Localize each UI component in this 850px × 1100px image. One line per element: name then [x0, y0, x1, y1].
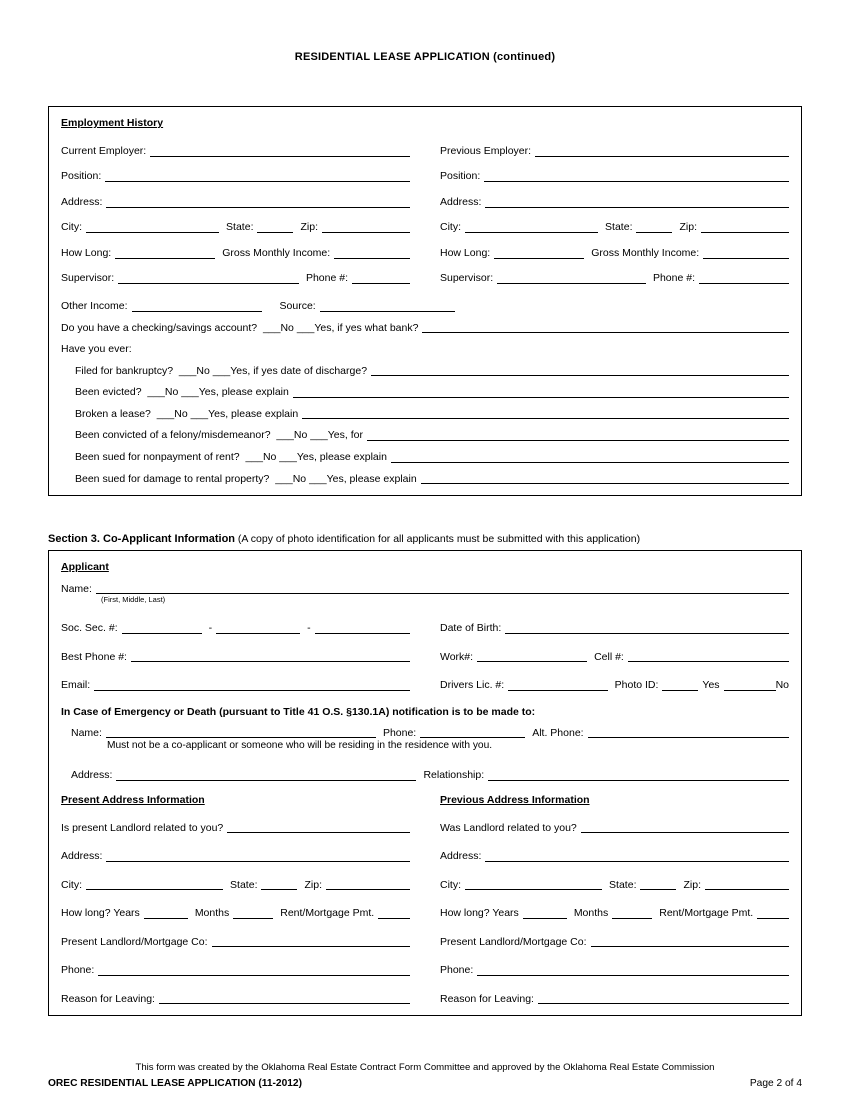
- ssn-line-2[interactable]: [216, 633, 300, 634]
- emergency-alt-phone-line[interactable]: [588, 737, 789, 738]
- photo-id-line[interactable]: [662, 690, 698, 691]
- emergency-heading: In Case of Emergency or Death (pursuant to Title 41 O.S. §130.1A) notification is to be made to:: [61, 705, 536, 718]
- how-long-row: [61, 891, 789, 920]
- current-zip-line[interactable]: [322, 232, 410, 233]
- previous-landlord-related-field: [440, 806, 789, 835]
- previous-address-label2: Address:: [440, 850, 482, 863]
- previous-phone-line[interactable]: [699, 283, 789, 284]
- work-phone-label: Work#:: [440, 650, 474, 663]
- footer-form-id: OREC RESIDENTIAL LEASE APPLICATION (11-2012): [48, 1078, 302, 1090]
- previous-reason-label: Reason for Leaving:: [440, 992, 534, 1005]
- section3-title-bold: Section 3. Co-Applicant Information: [48, 533, 236, 546]
- previous-address-heading: Previous Address Information: [440, 793, 590, 806]
- emergency-phone-label: Phone:: [382, 726, 417, 739]
- previous-address-field: [440, 834, 789, 863]
- previous-state-label: State:: [605, 221, 633, 234]
- drivers-license-label: Drivers Lic. #:: [440, 679, 505, 692]
- previous-landlord-co-line[interactable]: [591, 946, 789, 947]
- present-city-label: City:: [61, 878, 82, 891]
- present-address-heading: Present Address Information: [61, 793, 205, 806]
- previous-rent-line[interactable]: [757, 918, 789, 919]
- applicant-name-line[interactable]: [96, 593, 789, 594]
- present-phone-field: [61, 948, 410, 977]
- question-damage: [61, 464, 789, 486]
- current-zip-label: Zip:: [300, 221, 318, 234]
- present-landlord-co-label: Present Landlord/Mortgage Co:: [61, 935, 208, 948]
- footer-note: This form was created by the Oklahoma Real Estate Contract Form Committee and approved by the Oklahoma Real Estate Commission: [135, 1062, 715, 1074]
- previous-reason-field: [440, 977, 789, 1006]
- present-state-label: State:: [230, 878, 258, 891]
- present-landlord-related-label: Is present Landlord related to you?: [61, 821, 224, 834]
- drivers-photoid-field: [440, 663, 789, 692]
- best-phone-line[interactable]: [131, 661, 410, 662]
- section3-title: [48, 533, 802, 545]
- present-address-label: Address:: [61, 850, 103, 863]
- previous-landlord-related-line[interactable]: [581, 832, 789, 833]
- coapplicant-box: [48, 550, 802, 1016]
- previous-employer-column: [440, 132, 789, 285]
- current-phone-label: Phone #:: [305, 272, 348, 285]
- ssn-dash-1: -: [208, 622, 213, 635]
- present-landlord-related-line[interactable]: [227, 832, 410, 833]
- question-evicted-label: Been evicted? ___No ___Yes, please explain: [75, 386, 289, 399]
- emergency-alt-phone-label: Alt. Phone:: [532, 726, 584, 739]
- present-phone-line[interactable]: [98, 975, 410, 976]
- previous-address-field: [440, 183, 789, 209]
- cell-phone-line[interactable]: [628, 661, 789, 662]
- applicant-name-field: [61, 576, 789, 595]
- dob-field: [440, 606, 789, 635]
- previous-gross-income-line[interactable]: [703, 258, 789, 259]
- previous-years-line[interactable]: [523, 918, 567, 919]
- current-employer-column: [61, 132, 410, 285]
- previous-city-label2: City:: [440, 878, 461, 891]
- question-damage-label: Been sued for damage to rental property? ___No ___Yes, please explain: [75, 472, 417, 485]
- employment-history-heading: Employment History: [61, 117, 164, 129]
- present-zip-line[interactable]: [326, 889, 410, 890]
- previous-rent-label: Rent/Mortgage Pmt.: [659, 907, 754, 920]
- previous-howlong-line[interactable]: [494, 258, 584, 259]
- current-address-label: Address:: [61, 195, 103, 208]
- previous-city-field: [440, 863, 789, 892]
- previous-position-label: Position:: [440, 170, 481, 183]
- emergency-name-label: Name:: [71, 726, 102, 739]
- present-years-line[interactable]: [144, 918, 188, 919]
- previous-howlong-field: [440, 891, 789, 920]
- emergency-name-field: [61, 718, 789, 740]
- previous-landlord-co-label: Present Landlord/Mortgage Co:: [440, 935, 587, 948]
- previous-state-line[interactable]: [636, 232, 672, 233]
- previous-howlong-income-field: [440, 234, 789, 260]
- current-address-field: [61, 183, 410, 209]
- name-hint: (First, Middle, Last): [101, 595, 166, 605]
- ssn-line-3[interactable]: [315, 633, 410, 634]
- previous-zip-label2: Zip:: [683, 878, 701, 891]
- applicant-heading: Applicant: [61, 561, 109, 574]
- ssn-field: [61, 606, 410, 635]
- present-city-line[interactable]: [86, 889, 223, 890]
- previous-howlong-label: How Long:: [440, 246, 491, 259]
- previous-state-line2[interactable]: [640, 889, 676, 890]
- previous-city-line[interactable]: [465, 232, 598, 233]
- applicant-name-label: Name:: [61, 582, 92, 595]
- question-felony-line[interactable]: [367, 440, 789, 441]
- other-income-field: [61, 287, 789, 313]
- current-position-line[interactable]: [105, 181, 410, 182]
- previous-months-line[interactable]: [612, 918, 652, 919]
- source-label: Source:: [279, 299, 316, 312]
- previous-city-line2[interactable]: [465, 889, 602, 890]
- present-rent-label: Rent/Mortgage Pmt.: [280, 907, 375, 920]
- present-address-field: [61, 834, 410, 863]
- question-bankruptcy: [61, 356, 789, 378]
- previous-gross-income-label: Gross Monthly Income:: [591, 246, 700, 259]
- other-income-label: Other Income:: [61, 299, 128, 312]
- footer-page-number: Page 2 of 4: [749, 1078, 802, 1090]
- relationship-label: Relationship:: [423, 769, 485, 782]
- current-supervisor-field: [61, 260, 410, 286]
- question-felony-label: Been convicted of a felony/misdemeanor? ___No ___Yes, for: [75, 429, 363, 442]
- question-nonpayment: [61, 442, 789, 464]
- drivers-license-line[interactable]: [508, 690, 607, 691]
- have-you-ever-heading: [61, 334, 789, 356]
- checking-account-question: [61, 313, 789, 335]
- other-income-line[interactable]: [132, 311, 262, 312]
- cell-phone-label: Cell #:: [594, 650, 624, 663]
- question-damage-line[interactable]: [421, 483, 789, 484]
- current-howlong-label: How Long:: [61, 246, 112, 259]
- photo-id-no-label[interactable]: No: [775, 679, 789, 692]
- present-months-line[interactable]: [233, 918, 273, 919]
- ssn-line-1[interactable]: [122, 633, 202, 634]
- employment-columns: [61, 132, 789, 285]
- question-broken-lease-line[interactable]: [302, 418, 789, 419]
- photo-id-label: Photo ID:: [614, 679, 659, 692]
- current-howlong-income-field: [61, 234, 410, 260]
- previous-city-label: City:: [440, 221, 461, 234]
- previous-landlord-related-label: Was Landlord related to you?: [440, 821, 577, 834]
- work-cell-field: [440, 635, 789, 664]
- present-landlord-related-field: [61, 806, 410, 835]
- previous-position-line[interactable]: [484, 181, 789, 182]
- previous-employer-line[interactable]: [535, 156, 789, 157]
- current-address-line[interactable]: [106, 207, 410, 208]
- address-row: [61, 834, 789, 863]
- ssn-label: Soc. Sec. #:: [61, 622, 118, 635]
- email-row: [61, 663, 789, 692]
- previous-months-label: Months: [573, 907, 609, 920]
- previous-supervisor-line[interactable]: [497, 283, 646, 284]
- previous-zip-line2[interactable]: [705, 889, 789, 890]
- relationship-line[interactable]: [488, 780, 789, 781]
- previous-reason-line[interactable]: [538, 1003, 789, 1004]
- landlord-co-row: [61, 920, 789, 949]
- dob-label: Date of Birth:: [440, 622, 502, 635]
- present-address-line[interactable]: [106, 861, 410, 862]
- best-phone-label: Best Phone #:: [61, 650, 127, 663]
- present-months-label: Months: [194, 907, 230, 920]
- source-line[interactable]: [320, 311, 455, 312]
- question-broken-lease: [61, 399, 789, 421]
- emergency-address-label: Address:: [71, 769, 113, 782]
- previous-employer-field: [440, 132, 789, 158]
- previous-phone-label: Phone #:: [652, 272, 695, 285]
- previous-state-label2: State:: [609, 878, 637, 891]
- phone-row: [61, 635, 789, 664]
- previous-address-line2[interactable]: [485, 861, 789, 862]
- previous-address-line[interactable]: [485, 207, 789, 208]
- checking-account-bank-line[interactable]: [422, 332, 789, 333]
- current-state-line[interactable]: [257, 232, 293, 233]
- question-evicted-line[interactable]: [293, 397, 789, 398]
- employment-history-box: [48, 106, 802, 496]
- section3-title-rest: (A copy of photo identification for all applicants must be submitted with this application): [235, 533, 641, 546]
- photo-id-yes-label[interactable]: Yes: [702, 679, 720, 692]
- emergency-name-line[interactable]: [106, 737, 376, 738]
- address-info-headings: [61, 782, 789, 806]
- previous-phone-field: [440, 948, 789, 977]
- present-rent-line[interactable]: [378, 918, 410, 919]
- current-employer-field: [61, 132, 410, 158]
- previous-phone-line2[interactable]: [477, 975, 789, 976]
- current-city-state-zip-field: [61, 209, 410, 235]
- have-you-ever-label: Have you ever:: [61, 343, 132, 356]
- current-phone-line[interactable]: [352, 283, 410, 284]
- photo-id-yes-line[interactable]: [724, 690, 776, 691]
- present-state-line[interactable]: [261, 889, 297, 890]
- question-felony: [61, 420, 789, 442]
- dob-line[interactable]: [505, 633, 789, 634]
- current-position-field: [61, 158, 410, 184]
- emergency-address-line[interactable]: [116, 780, 416, 781]
- present-city-field: [61, 863, 410, 892]
- question-nonpayment-label: Been sued for nonpayment of rent? ___No ___Yes, please explain: [75, 451, 387, 464]
- present-phone-label: Phone:: [61, 964, 95, 977]
- email-label: Email:: [61, 679, 91, 692]
- current-supervisor-label: Supervisor:: [61, 272, 115, 285]
- current-supervisor-line[interactable]: [118, 283, 299, 284]
- email-line[interactable]: [94, 690, 410, 691]
- present-reason-label: Reason for Leaving:: [61, 992, 155, 1005]
- present-reason-field: [61, 977, 410, 1006]
- question-bankruptcy-label: Filed for bankruptcy? ___No ___Yes, if yes date of discharge?: [75, 364, 368, 377]
- work-phone-line[interactable]: [477, 661, 587, 662]
- question-evicted: [61, 377, 789, 399]
- previous-zip-line[interactable]: [701, 232, 789, 233]
- ssn-dob-row: [61, 606, 789, 635]
- present-landlord-co-field: [61, 920, 410, 949]
- emergency-note: Must not be a co-applicant or someone who will be residing in the residence with you.: [107, 740, 493, 752]
- current-employer-label: Current Employer:: [61, 144, 147, 157]
- previous-zip-label: Zip:: [679, 221, 697, 234]
- previous-city-state-zip-field: [440, 209, 789, 235]
- previous-howlong-label2: How long? Years: [440, 907, 519, 920]
- email-field: [61, 663, 410, 692]
- previous-supervisor-field: [440, 260, 789, 286]
- current-employer-line[interactable]: [150, 156, 410, 157]
- city-state-zip-row: [61, 863, 789, 892]
- present-zip-label: Zip:: [304, 878, 322, 891]
- landlord-phone-row: [61, 948, 789, 977]
- previous-landlord-co-field: [440, 920, 789, 949]
- question-broken-lease-label: Broken a lease? ___No ___Yes, please explain: [75, 407, 299, 420]
- present-reason-line[interactable]: [159, 1003, 410, 1004]
- current-gross-income-label: Gross Monthly Income:: [222, 246, 331, 259]
- current-gross-income-line[interactable]: [334, 258, 410, 259]
- current-position-label: Position:: [61, 170, 102, 183]
- question-bankruptcy-line[interactable]: [371, 375, 789, 376]
- question-nonpayment-line[interactable]: [391, 462, 789, 463]
- ssn-dash-2: -: [307, 622, 311, 635]
- previous-position-field: [440, 158, 789, 184]
- previous-address-label: Address:: [440, 195, 482, 208]
- previous-supervisor-label: Supervisor:: [440, 272, 494, 285]
- landlord-related-row: [61, 806, 789, 835]
- current-howlong-line[interactable]: [115, 258, 215, 259]
- best-phone-field: [61, 635, 410, 664]
- present-landlord-co-line[interactable]: [212, 946, 410, 947]
- present-howlong-label: How long? Years: [61, 907, 140, 920]
- emergency-address-field: [61, 753, 789, 782]
- current-city-line[interactable]: [86, 232, 219, 233]
- emergency-phone-line[interactable]: [420, 737, 525, 738]
- current-city-label: City:: [61, 221, 82, 234]
- reason-row: [61, 977, 789, 1006]
- present-howlong-field: [61, 891, 410, 920]
- previous-phone-label2: Phone:: [440, 964, 474, 977]
- previous-employer-label: Previous Employer:: [440, 144, 532, 157]
- checking-account-question-label: Do you have a checking/savings account? ___No ___Yes, if yes what bank?: [61, 321, 419, 334]
- page-title: RESIDENTIAL LEASE APPLICATION (continued): [294, 51, 556, 63]
- current-state-label: State:: [226, 221, 254, 234]
- footer-bar: [48, 1078, 802, 1089]
